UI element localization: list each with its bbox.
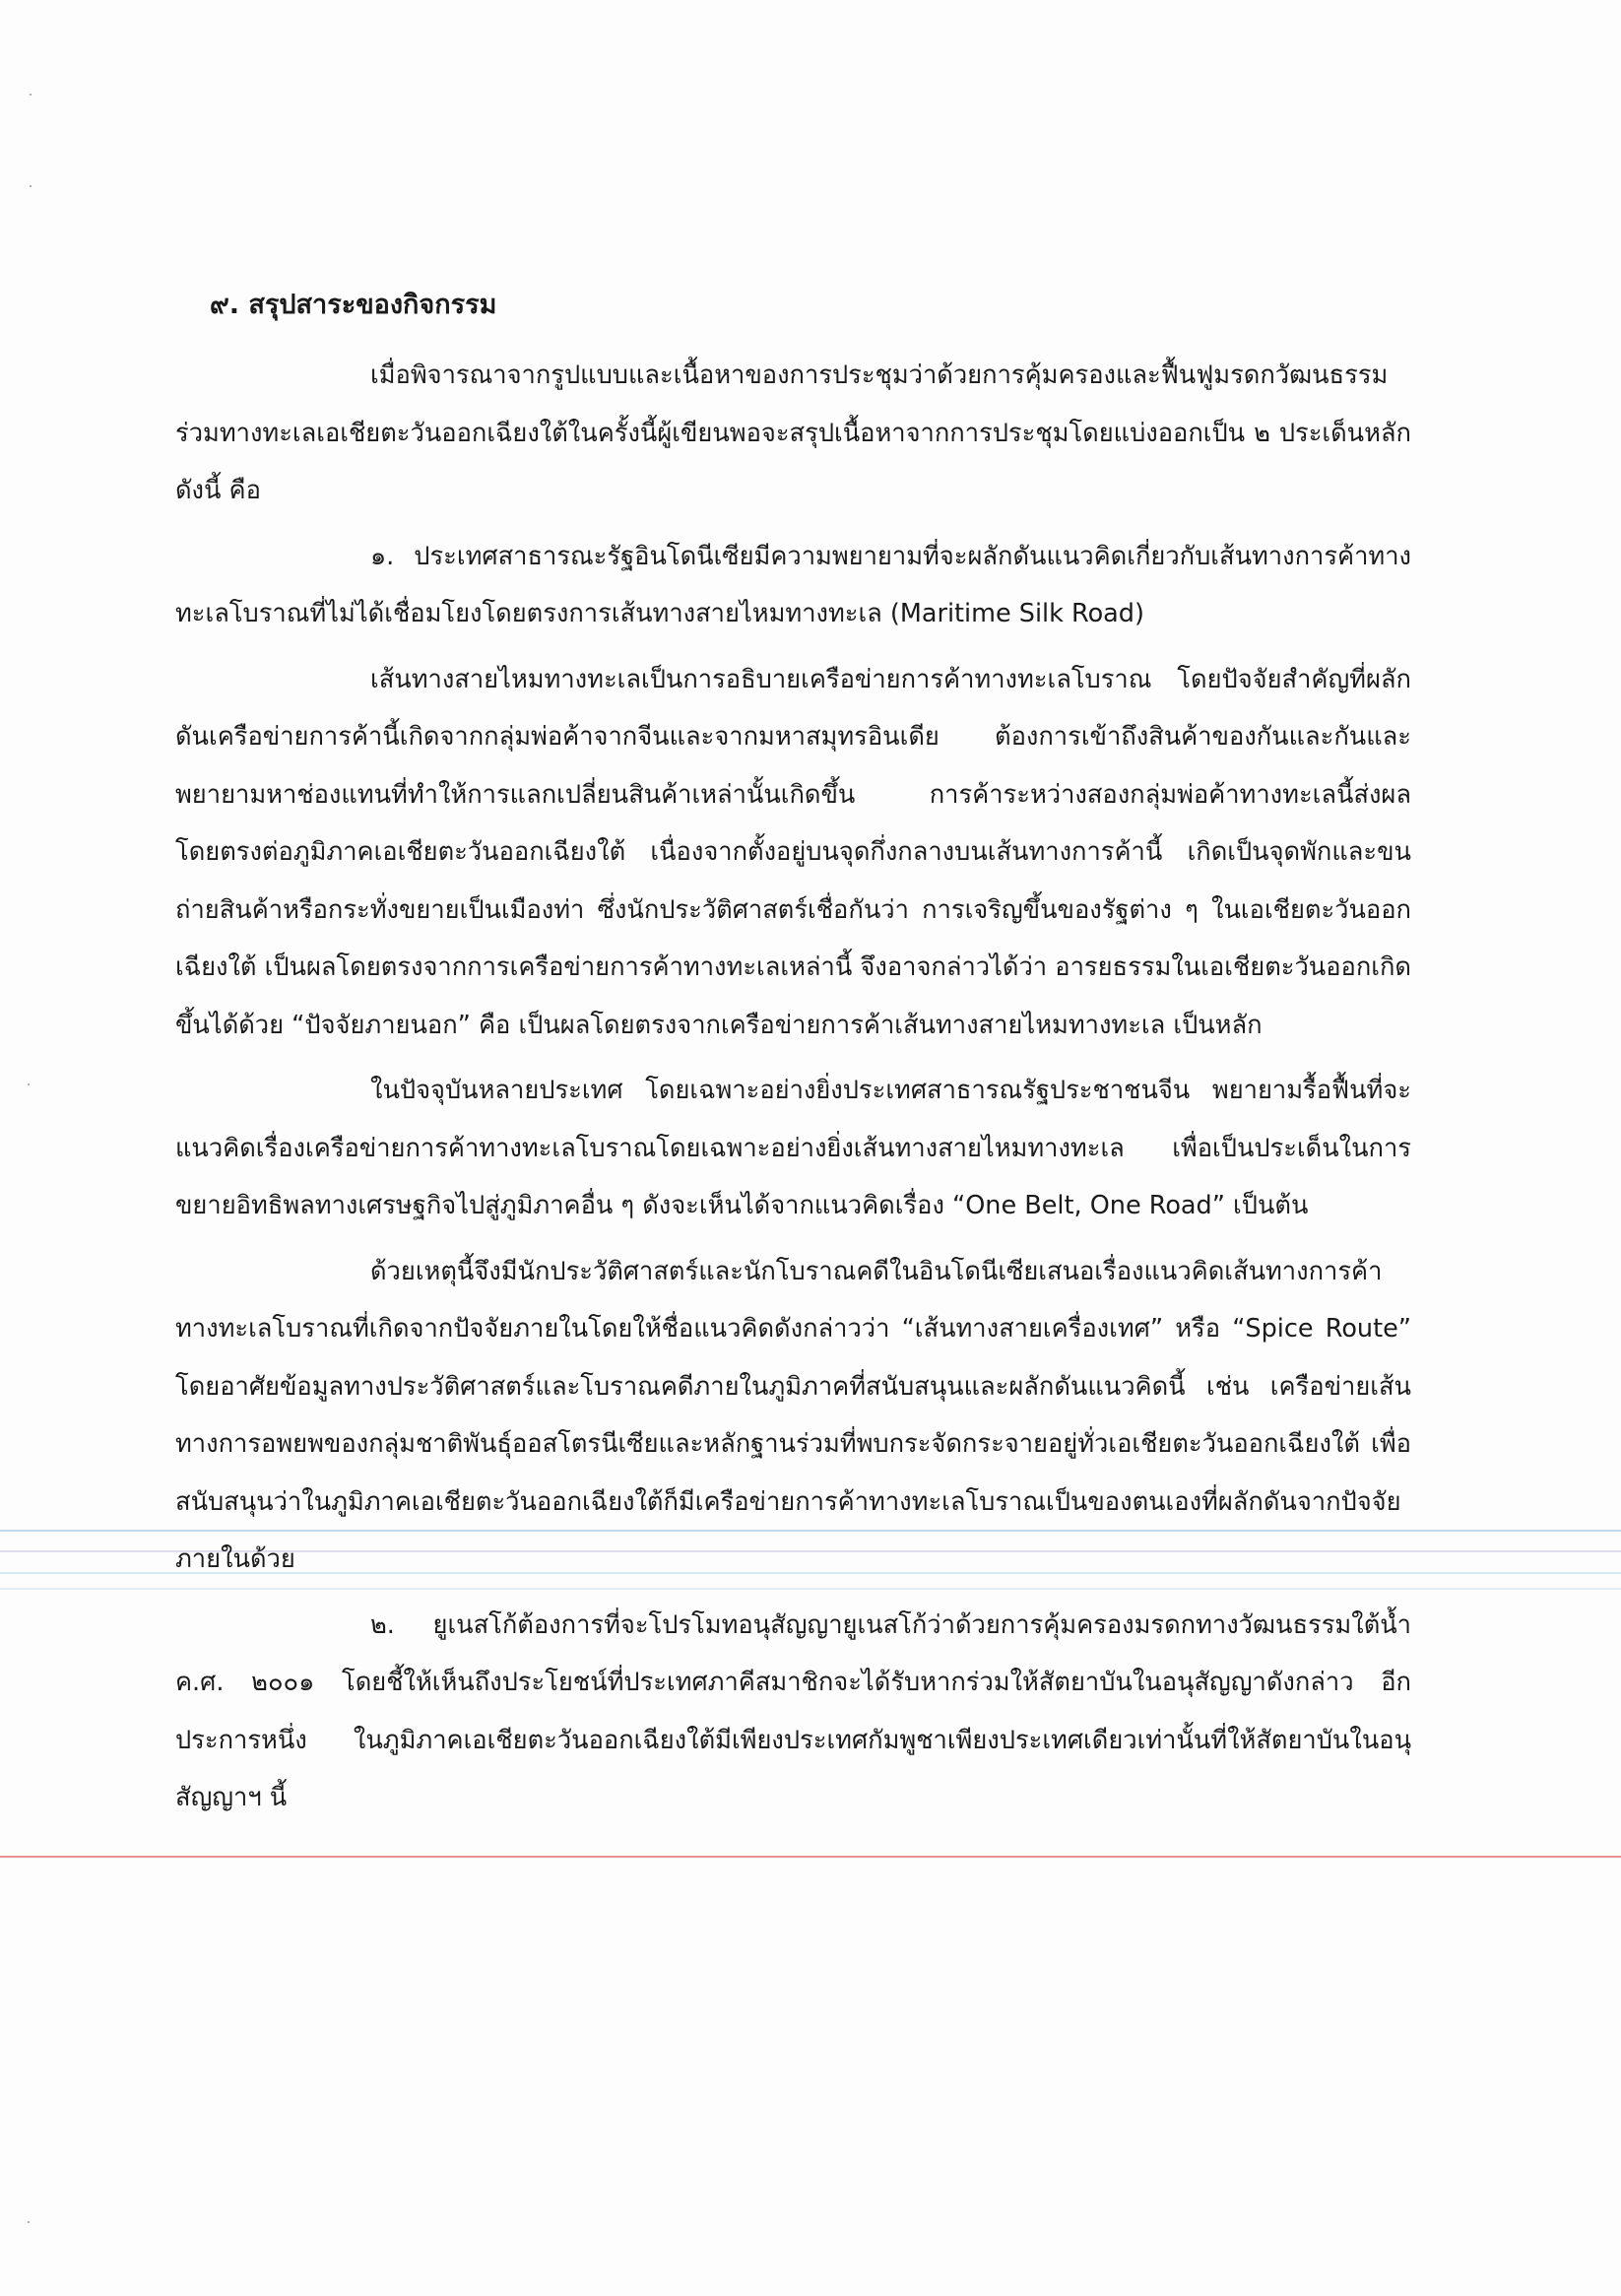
- scan-speck: [30, 185, 32, 187]
- document-body: [175, 286, 1411, 1835]
- paragraph-maritime-silk-road: เส้นทางสายไหมทางทะเลเป็นการอธิบายเครือข่ายการค้าทางทะเลโบราณ โดยปัจจัยสำคัญที่ผลักดันเครือข่ายการค้านี้เกิดจากกลุ่มพ่อค้าจากจีนและจากมหาสมุทรอินเดีย ต้องการเข้าถึงสินค้าของกันและกันและพยายามหาช่องแทนที่ทำให้การแลกเปลี่ยนสินค้าเหล่านั้นเกิดขึ้น การค้าระหว่างสองกลุ่มพ่อค้าทางทะเลนี้ส่งผลโดยตรงต่อภูมิภาคเอเชียตะวันออกเฉียงใต้ เนื่องจากตั้งอยู่บนจุดกึ่งกลางบนเส้นทางการค้านี้ เกิดเป็นจุดพักและขนถ่ายสินค้าหรือกระทั่งขยายเป็นเมืองท่า ซึ่งนักประวัติศาสตร์เชื่อกันว่า การเจริญขึ้นของรัฐต่าง ๆ ในเอเชียตะวันออกเฉียงใต้ เป็นผลโดยตรงจากการเครือข่ายการค้าทางทะเลเหล่านี้ จึงอาจกล่าวได้ว่า อารยธรรมในเอเชียตะวันออกเกิดขึ้นได้ด้วย “ปัจจัยภายนอก” คือ เป็นผลโดยตรงจากเครือข่ายการค้าเส้นทางสายไหมทางทะเล เป็นหลัก: [175, 664, 1411, 1040]
- paragraph-point-2: ๒. ยูเนสโก้ต้องการที่จะโปรโมทอนุสัญญายูเนสโก้ว่าด้วยการคุ้มครองมรดกทางวัฒนธรรมใต้น้ำ ค.ศ. ๒๐๐๑ โดยชี้ให้เห็นถึงประโยชน์ที่ประเทศภาคีสมาชิกจะได้รับหากร่วมให้สัตยาบันในอนุสัญญาดังกล่าว อีกประการหนึ่ง ในภูมิภาคเอเชียตะวันออกเฉียงใต้มีเพียงประเทศกัมพูชาเพียงประเทศเดียวเท่านั้นที่ให้สัตยาบันในอนุสัญญาฯ นี้: [175, 1609, 1411, 1812]
- scan-speck: [30, 94, 32, 96]
- scan-speck: [28, 2221, 30, 2223]
- scan-streak: [0, 1856, 1621, 1858]
- paragraph-intro: เมื่อพิจารณาจากรูปแบบและเนื้อหาของการประชุมว่าด้วยการคุ้มครองและฟื้นฟูมรดกวัฒนธรรมร่วมทางทะเลเอเชียตะวันออกเฉียงใต้ในครั้งนี้ผู้เขียนพอจะสรุปเนื้อหาจากการประชุมโดยแบ่งออกเป็น ๒ ประเด็นหลักดังนี้ คือ: [175, 361, 1411, 505]
- paragraph-spice-route: ด้วยเหตุนี้จึงมีนักประวัติศาสตร์และนักโบราณคดีในอินโดนีเซียเสนอเรื่องแนวคิดเส้นทางการค้าทางทะเลโบราณที่เกิดจากปัจจัยภายในโดยให้ชื่อแนวคิดดังกล่าวว่า “เส้นทางสายเครื่องเทศ” หรือ “Spice Route” โดยอาศัยข้อมูลทางประวัติศาสตร์และโบราณคดีภายในภูมิภาคที่สนับสนุนและผลักดันแนวคิดนี้ เช่น เครือข่ายเส้นทางการอพยพของกลุ่มชาติพันธุ์ออสโตรนีเซียและหลักฐานร่วมที่พบกระจัดกระจายอยู่ทั่วเอเชียตะวันออกเฉียงใต้ เพื่อสนับสนุนว่าในภูมิภาคเอเชียตะวันออกเฉียงใต้ก็มีเครือข่ายการค้าทางทะเลโบราณเป็นของตนเองที่ผลักดันจากปัจจัยภายในด้วย: [175, 1256, 1411, 1574]
- paragraph-one-belt-one-road: ในปัจจุบันหลายประเทศ โดยเฉพาะอย่างยิ่งประเทศสาธารณรัฐประชาชนจีน พยายามรื้อฟื้นที่จะแนวคิดเรื่องเครือข่ายการค้าทางทะเลโบราณโดยเฉพาะอย่างยิ่งเส้นทางสายไหมทางทะเล เพื่อเป็นประเด็นในการขยายอิทธิพลทางเศรษฐกิจไปสู่ภูมิภาคอื่น ๆ ดังจะเห็นได้จากแนวคิดเรื่อง “One Belt, One Road” เป็นต้น: [175, 1076, 1411, 1220]
- paragraph-point-1: ๑. ประเทศสาธารณะรัฐอินโดนีเซียมีความพยายามที่จะผลักดันแนวคิดเกี่ยวกับเส้นทางการค้าทางทะเลโบราณที่ไม่ได้เชื่อมโยงโดยตรงการเส้นทางสายไหมทางทะเล (Maritime Silk Road): [175, 541, 1411, 628]
- scan-speck: [28, 1083, 30, 1085]
- section-heading: ๙. สรุปสาระของกิจกรรม: [210, 290, 497, 320]
